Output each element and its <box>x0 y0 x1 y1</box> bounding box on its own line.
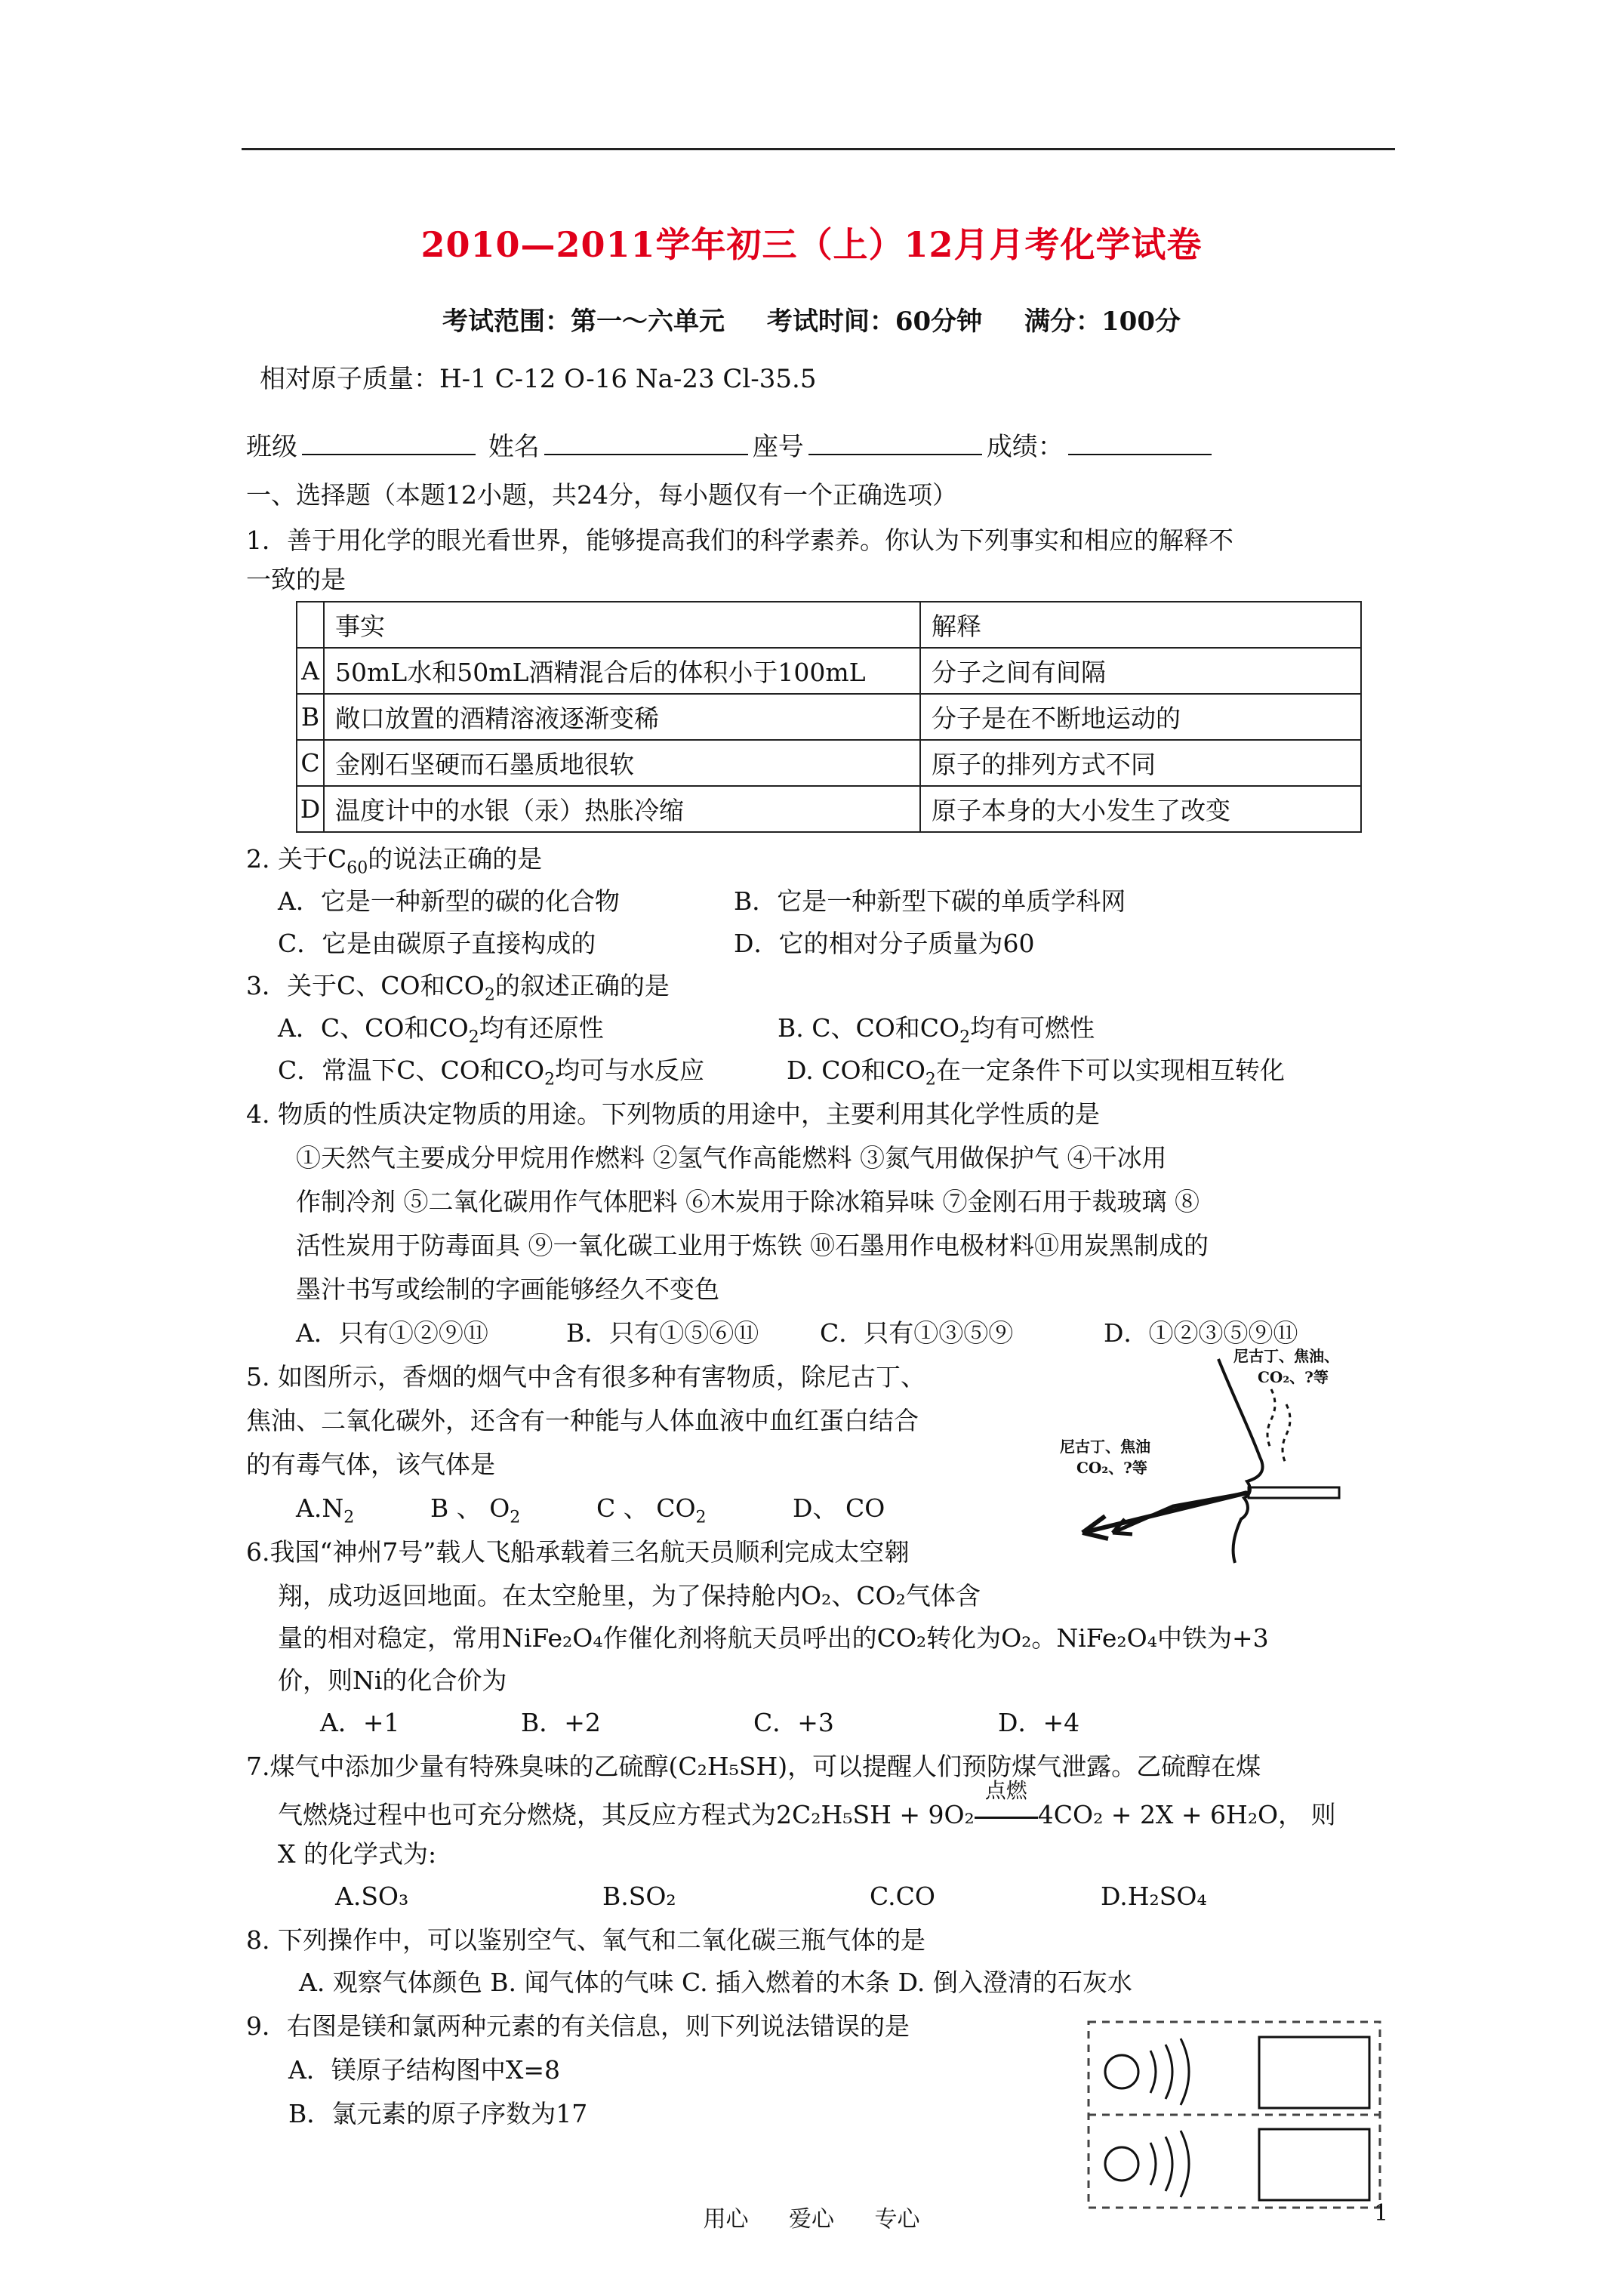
q5-subscript: 2 <box>510 1508 521 1527</box>
q3-subscript: 2 <box>544 1070 556 1089</box>
q1-table <box>296 601 1362 833</box>
q5-option-b <box>430 1492 520 1535</box>
q8-stem: 8. 下列操作中，可以鉴别空气、氧气和二氧化碳三瓶气体的是 <box>246 1925 925 1955</box>
q3-option-text: 均有还原性 <box>479 1013 604 1043</box>
table-row <box>297 648 1361 694</box>
q6-line-2: 翔，成功返回地面。在太空舱里，为了保持舱内O₂、CO₂气体含 <box>278 1581 981 1610</box>
q5-option-a <box>296 1492 354 1535</box>
q2-option-c: C．它是由碳原子直接构成的 <box>278 929 596 958</box>
footer-text-2: 爱心 <box>789 2206 834 2233</box>
student-fields <box>246 430 1216 464</box>
q4-option-a: A．只有①②⑨⑪ <box>296 1318 488 1348</box>
q2-option-a: A．它是一种新型的碳的化合物 <box>278 886 620 916</box>
q5-line-2: 焦油、二氧化碳外，还含有一种能与人体血液中血红蛋白结合 <box>246 1406 919 1435</box>
q4-option-b: B．只有①⑤⑥⑪ <box>566 1318 759 1348</box>
q4-line-2: 作制冷剂 ⑤二氧化碳用作气体肥料 ⑥木炭用于除冰箱异味 ⑦金刚石用于裁玻璃 ⑧ <box>296 1187 1200 1216</box>
fig-label-left: 尼古丁、焦油 <box>1060 1438 1150 1456</box>
q1-stem-1: 1．善于用化学的眼光看世界，能够提高我们的科学素养。你认为下列事实和相应的解释不 <box>246 525 1233 555</box>
q5-subscript: 2 <box>695 1508 707 1527</box>
q9-option-a: A．镁原子结构图中X=8 <box>288 2055 560 2085</box>
table-row <box>297 602 1361 648</box>
q2-option-b: B．它是一种新型下碳的单质学科网 <box>734 886 1126 916</box>
q3-subscript: 2 <box>959 1028 971 1047</box>
atomic-masses: 相对原子质量：H-1 C-12 O-16 Na-23 Cl-35.5 <box>260 364 817 394</box>
exam-scope: 考试范围：第一～六单元 <box>442 307 725 337</box>
q4-line-1: ①天然气主要成分甲烷用作燃料 ②氢气作高能燃料 ③氮气用做保护气 ④干冰用 <box>296 1143 1167 1173</box>
q4-line-3: 活性炭用于防毒面具 ⑨一氧化碳工业用于炼铁 ⑩石墨用作电极材料⑪用炭黑制成的 <box>296 1231 1209 1260</box>
name-label: 姓名 <box>488 432 540 462</box>
table-cell-fact: 温度计中的水银（汞）热胀冷缩 <box>324 786 920 832</box>
table-header-explain: 解释 <box>920 602 1361 648</box>
fig-label-top-2: CO₂、?等 <box>1258 1368 1329 1386</box>
footer-text-1: 用心 <box>703 2206 749 2233</box>
q3-stem <box>246 969 670 1012</box>
q6-line-4: 价，则Ni的化合价为 <box>278 1666 507 1695</box>
q3-subscript: 2 <box>925 1070 936 1089</box>
table-row <box>297 694 1361 740</box>
q3-option-c <box>278 1054 704 1097</box>
exam-time: 考试时间：60分钟 <box>766 307 983 337</box>
q2-stem <box>246 843 542 886</box>
class-label: 班级 <box>246 432 297 462</box>
table-cell-explain: 分子之间有间隔 <box>920 648 1361 694</box>
element-info-figure <box>1087 2020 1381 2209</box>
q7-line-2 <box>278 1778 1336 1832</box>
q3-option-text: D. CO和CO <box>787 1056 925 1085</box>
table-row <box>297 740 1361 786</box>
q7-option-b: B.SO₂ <box>602 1881 676 1911</box>
smoking-figure <box>1060 1344 1377 1570</box>
seat-field[interactable] <box>808 431 982 455</box>
q7-option-d: D.H₂SO₄ <box>1101 1881 1207 1911</box>
q3-option-text: 在一定条件下可以实现相互转化 <box>935 1056 1285 1085</box>
exam-full-score: 满分：100分 <box>1024 307 1181 337</box>
table-cell-opt: D <box>297 786 324 832</box>
q5-option-text: B 、 O <box>430 1493 510 1523</box>
q4-line-4: 墨汁书写或绘制的字画能够经久不变色 <box>296 1274 719 1304</box>
q5-option-c <box>596 1492 707 1535</box>
q5-option-text: C 、 CO <box>596 1493 696 1523</box>
header-rule <box>242 148 1395 150</box>
fig-label-left-2: CO₂、?等 <box>1076 1459 1147 1477</box>
exam-info <box>0 300 1623 337</box>
q2-subscript: 60 <box>346 858 368 878</box>
atom-structure-diagrams <box>1087 2020 1381 2209</box>
q3-stem-text: 3．关于C、CO和CO <box>246 971 485 1000</box>
q6-line-1: 6.我国“神州7号”载人飞船承载着三名航天员顺利完成太空翱 <box>246 1537 910 1567</box>
q2-stem-text: 的说法正确的是 <box>368 844 543 874</box>
table-cell-explain: 原子本身的大小发生了改变 <box>920 786 1361 832</box>
q6-option-c: C．+3 <box>753 1708 834 1737</box>
score-label: 成绩： <box>986 432 1064 462</box>
seat-label: 座号 <box>752 432 804 462</box>
name-field[interactable] <box>544 431 748 455</box>
q5-line-1: 5. 如图所示，香烟的烟气中含有很多种有害物质，除尼古丁、 <box>246 1362 925 1391</box>
q3-option-text: C．常温下C、CO和CO <box>278 1056 545 1085</box>
q8-options: A. 观察气体颜色 B. 闻气体的气味 C. 插入燃着的木条 D. 倒入澄清的石灰水 <box>299 1968 1132 1997</box>
score-field[interactable] <box>1068 431 1212 455</box>
q3-option-b <box>778 1012 1095 1055</box>
q3-option-text: A．C、CO和CO <box>278 1013 469 1043</box>
table-cell-fact: 50mL水和50mL酒精混合后的体积小于100mL <box>324 648 920 694</box>
q2-stem-text: 2. 关于C <box>246 844 347 874</box>
q5-option-text: A.N <box>296 1493 344 1523</box>
q7-condition: 点燃 <box>984 1778 1027 1803</box>
page-title: 2010—2011学年初三（上）12月月考化学试卷 <box>420 224 1203 265</box>
q7-option-c: C.CO <box>870 1881 935 1911</box>
table-cell <box>297 602 324 648</box>
page-number: 1 <box>1374 2200 1389 2227</box>
q7-equation-left: 气燃烧过程中也可充分燃烧，其反应方程式为2C₂H₅SH + 9O₂ <box>278 1800 975 1829</box>
q2-option-d: D．它的相对分子质量为60 <box>734 929 1035 958</box>
table-cell-opt: C <box>297 740 324 786</box>
table-row <box>297 786 1361 832</box>
q7-line-3: X 的化学式为: <box>278 1839 437 1869</box>
q6-line-3: 量的相对稳定，常用NiFe₂O₄作催化剂将航天员呼出的CO₂转化为O₂。NiFe₂O₄中铁为+3 <box>278 1623 1269 1653</box>
table-cell-opt: A <box>297 648 324 694</box>
table-cell-explain: 分子是在不断地运动的 <box>920 694 1361 740</box>
q3-option-text: 均有可燃性 <box>970 1013 1095 1043</box>
q3-option-text: 均可与水反应 <box>555 1056 705 1085</box>
q3-option-text: B. C、CO和CO <box>778 1013 960 1043</box>
table-cell-fact: 敞口放置的酒精溶液逐渐变稀 <box>324 694 920 740</box>
q6-option-d: D．+4 <box>998 1708 1080 1737</box>
q3-option-d <box>787 1054 1285 1097</box>
q7-line-1: 7.煤气中添加少量有特殊臭味的乙硫醇(C₂H₅SH)，可以提醒人们预防煤气泄露。乙硫醇在煤 <box>246 1752 1261 1781</box>
q5-line-3: 的有毒气体，该气体是 <box>246 1450 495 1479</box>
q7-option-a: A.SO₃ <box>335 1881 409 1911</box>
table-cell-fact: 金刚石坚硬而石墨质地很软 <box>324 740 920 786</box>
q6-option-a: A．+1 <box>320 1708 400 1737</box>
fig-label-top: 尼古丁、焦油、 <box>1233 1347 1339 1365</box>
q5-subscript: 2 <box>343 1508 355 1527</box>
q3-stem-text: 的叙述正确的是 <box>494 971 670 1000</box>
table-cell-explain: 原子的排列方式不同 <box>920 740 1361 786</box>
section1-heading: 一、选择题（本题12小题，共24分，每小题仅有一个正确选项） <box>246 480 957 510</box>
q7-reaction-arrow <box>975 1778 1038 1819</box>
class-field[interactable] <box>302 431 476 455</box>
q4-option-d: D．①②③⑤⑨⑪ <box>1104 1318 1298 1348</box>
q3-subscript: 2 <box>468 1028 479 1047</box>
q1-stem-2: 一致的是 <box>246 565 346 594</box>
q7-equation-right: 4CO₂ + 2X + 6H₂O， 则 <box>1037 1800 1336 1829</box>
q9-option-b: B．氯元素的原子序数为17 <box>288 2099 588 2128</box>
footer-text-3: 专心 <box>874 2206 920 2233</box>
q4-stem: 4. 物质的性质决定物质的用途。下列物质的用途中，主要利用其化学性质的是 <box>246 1099 1100 1129</box>
q3-subscript: 2 <box>484 985 495 1005</box>
table-cell-opt: B <box>297 694 324 740</box>
table-header-fact: 事实 <box>324 602 920 648</box>
q4-option-c: C．只有①③⑤⑨ <box>820 1318 1014 1348</box>
q6-option-b: B．+2 <box>521 1708 601 1737</box>
q3-option-a <box>278 1012 604 1055</box>
q9-stem: 9．右图是镁和氯两种元素的有关信息，则下列说法错误的是 <box>246 2011 910 2041</box>
q5-option-d: D、 CO <box>793 1493 885 1523</box>
